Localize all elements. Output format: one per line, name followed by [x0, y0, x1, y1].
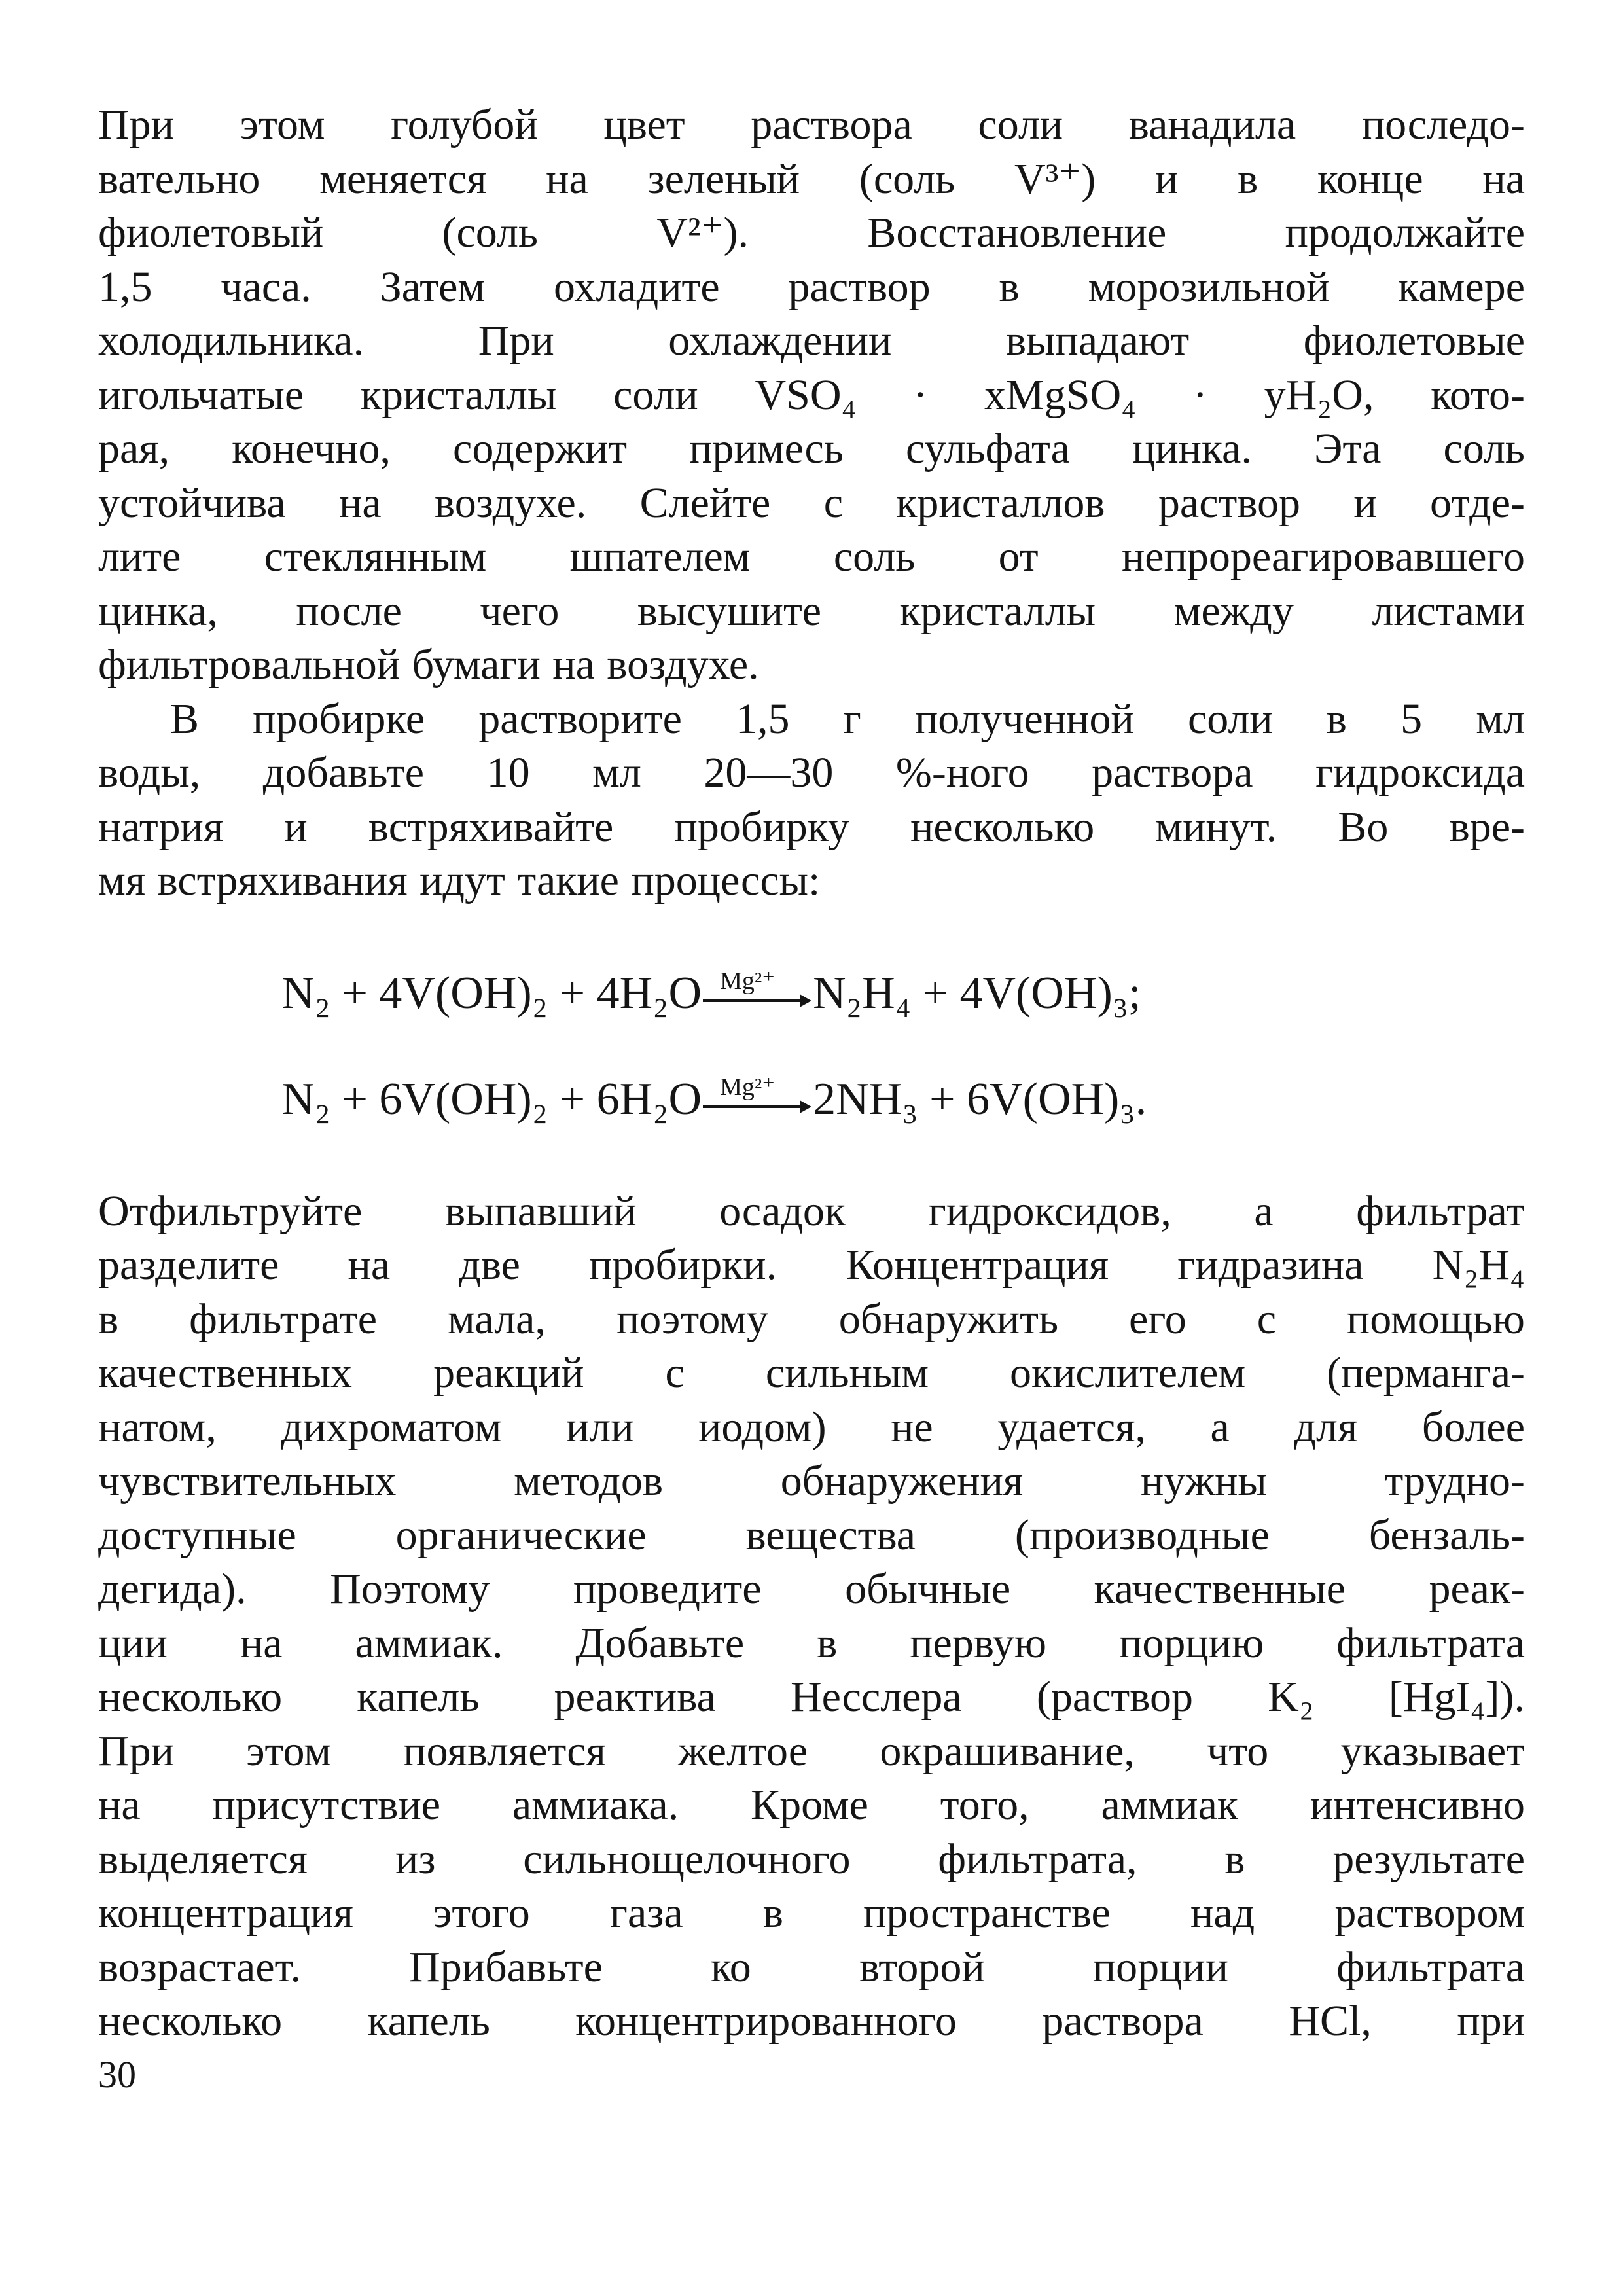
text-line: цинка, после чего высушите кристаллы между листами: [98, 586, 1525, 635]
text-line: натом, дихроматом или иодом) не удается, а для более: [98, 1403, 1525, 1451]
page-body: [98, 98, 1525, 2049]
text-line: 1,5 часа. Затем охладите раствор в морозильной камере: [98, 262, 1525, 311]
text-line: чувствительных методов обнаружения нужны трудно-: [98, 1457, 1525, 1505]
text-line: игольчатые кристаллы соли VSO₄ · xMgSO₄ · yH₂O, кото-: [98, 370, 1525, 419]
text-line: устойчива на воздухе. Слейте с кристаллов раствор и отде-: [98, 478, 1525, 527]
text-line: В пробирке растворите 1,5 г полученной соли в 5 мл: [170, 694, 1525, 743]
text-line: ции на аммиак. Добавьте в первую порцию фильтрата: [98, 1619, 1525, 1667]
reaction-reactants: N₂ + 6V(OH)₂ + 6H₂O: [281, 1073, 702, 1124]
reaction-arrow-icon: [702, 967, 813, 1016]
text-line: несколько капель концентрированного раствора HCl, при: [98, 1997, 1525, 2045]
reaction-reactants: N₂ + 4V(OH)₂ + 4H₂O: [281, 967, 702, 1018]
text-line: доступные органические вещества (производные бензаль-: [98, 1511, 1525, 1559]
text-line: натрия и встряхивайте пробирку несколько минут. Во вре-: [98, 802, 1525, 851]
reaction-arrow-icon: [702, 1073, 813, 1122]
reaction-products: N₂H₄ + 4V(OH)₃;: [813, 967, 1141, 1018]
paragraph-2: [98, 692, 1525, 908]
text-line: мя встряхивания идут такие процессы:: [98, 857, 821, 905]
text-line: концентрация этого газа в пространстве над раствором: [98, 1889, 1525, 1937]
text-line: выделяется из сильнощелочного фильтрата, в результате: [98, 1835, 1525, 1883]
text-line: фиолетовый (соль V²⁺). Восстановление продолжайте: [98, 209, 1525, 257]
text-line: рая, конечно, содержит примесь сульфата цинка. Эта соль: [98, 425, 1525, 473]
paragraph-1: [98, 98, 1525, 692]
text-line: Отфильтруйте выпавший осадок гидроксидов, а фильтрат: [98, 1187, 1525, 1235]
text-line: несколько капель реактива Несслера (раствор K₂ [HgI₄]).: [98, 1673, 1525, 1721]
text-line: холодильника. При охлаждении выпадают фиолетовые: [98, 317, 1525, 365]
page-number: 30: [98, 2053, 136, 2096]
reaction-equations: [98, 967, 1525, 1124]
catalyst-label: Mg²⁺: [720, 1073, 776, 1101]
paragraph-3: [98, 1185, 1525, 2049]
text-line: При этом появляется желтое окрашивание, что указывает: [98, 1727, 1525, 1775]
text-line: возрастает. Прибавьте ко второй порции фильтрата: [98, 1943, 1525, 1991]
text-line: При этом голубой цвет раствора соли ванадила последо-: [98, 101, 1525, 149]
text-line: фильтровальной бумаги на воздухе.: [98, 641, 759, 689]
text-line: лите стеклянным шпателем соль от непрореагировавшего: [98, 533, 1525, 581]
reaction-equation-2: [98, 1073, 1525, 1124]
text-line: воды, добавьте 10 мл 20—30 %-ного раствора гидроксида: [98, 749, 1525, 797]
text-line: в фильтрате мала, поэтому обнаружить его с помощью: [98, 1295, 1525, 1343]
reaction-products: 2NH₃ + 6V(OH)₃.: [813, 1073, 1147, 1124]
catalyst-label: Mg²⁺: [720, 967, 776, 995]
text-line: на присутствие аммиака. Кроме того, аммиак интенсивно: [98, 1781, 1525, 1829]
text-line: разделите на две пробирки. Концентрация гидразина N₂H₄: [98, 1241, 1525, 1289]
text-line: качественных реакций с сильным окислителем (перманга-: [98, 1349, 1525, 1397]
text-line: вательно меняется на зеленый (соль V³⁺) и в конце на: [98, 154, 1525, 203]
reaction-equation-1: [98, 967, 1525, 1018]
text-line: дегида). Поэтому проведите обычные качественные реак-: [98, 1565, 1525, 1613]
